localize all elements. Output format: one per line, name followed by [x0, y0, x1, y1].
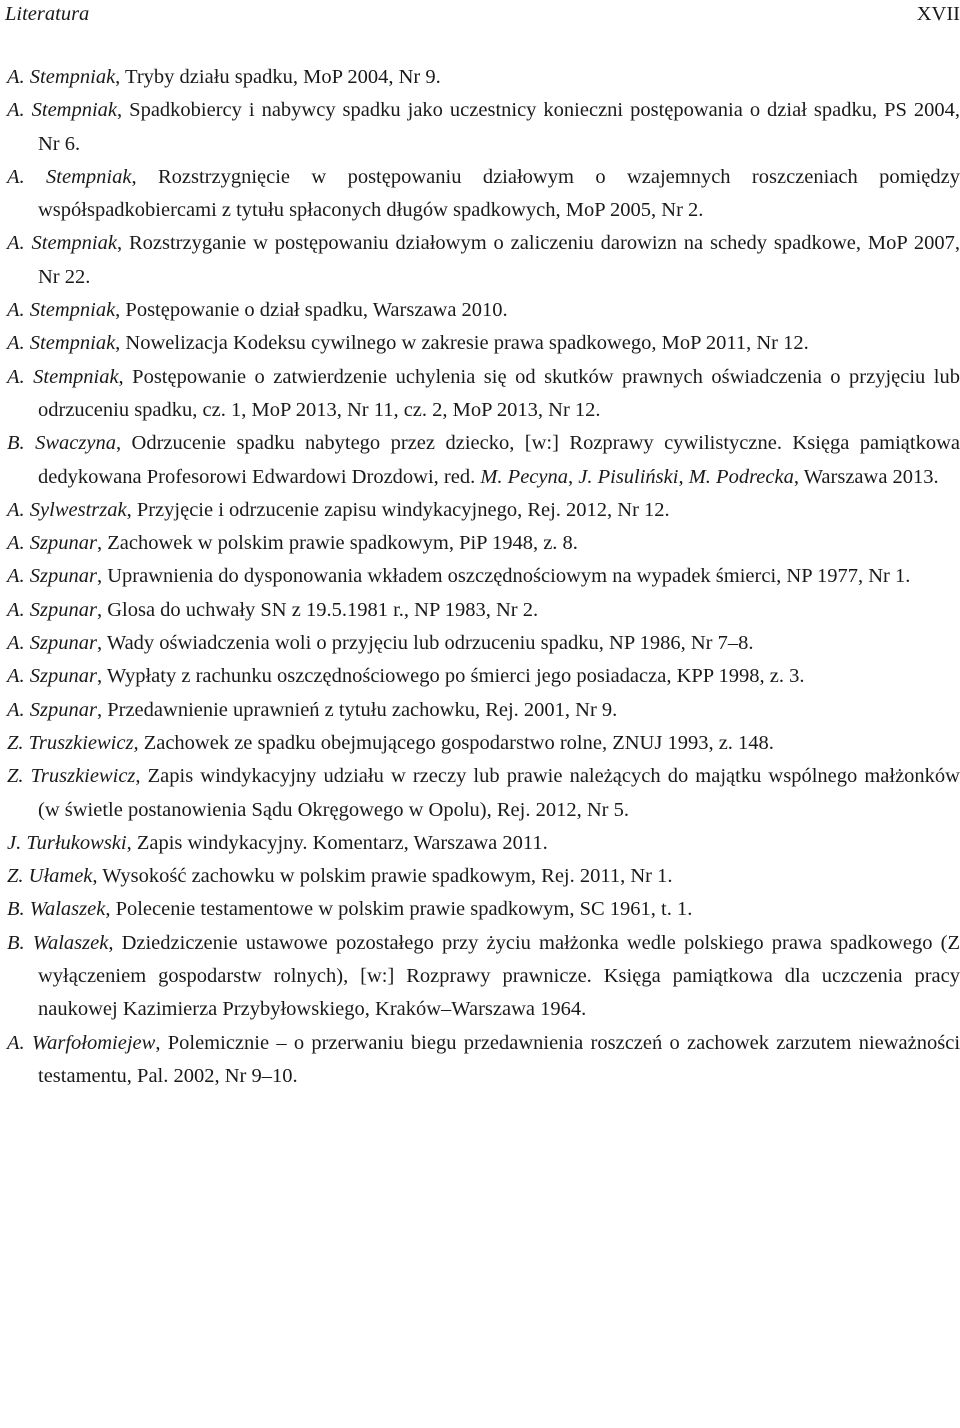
bibliography-entry [0, 61, 960, 94]
entry-author: A. Stempniak [7, 232, 117, 255]
bibliography-entry [0, 361, 960, 428]
entry-author: J. Turłukowski [7, 831, 127, 854]
entry-author: A. Szpunar [7, 665, 97, 688]
entry-text: , Postępowanie o dział spadku, Warszawa 2010. [115, 299, 508, 322]
bibliography-entry [0, 294, 960, 327]
entry-text: , [568, 465, 579, 488]
entry-author: A. Szpunar [7, 632, 97, 655]
entry-text: , Nowelizacja Kodeksu cywilnego w zakresie prawa spadkowego, MoP 2011, Nr 12. [115, 332, 809, 355]
entry-author: A. Stempniak [7, 365, 119, 388]
bibliography-entry [0, 694, 960, 727]
entry-author: J. Pisuliński [578, 465, 679, 488]
entry-author: B. Walaszek [7, 931, 109, 954]
entry-text: , Zapis windykacyjny. Komentarz, Warszawa 2011. [126, 831, 548, 854]
bibliography-entry [0, 560, 960, 593]
entry-author: B. Walaszek [7, 898, 106, 921]
bibliography-entry [0, 727, 960, 760]
bibliography-entry [0, 1027, 960, 1094]
bibliography [0, 45, 960, 1093]
entry-author: A. Warfołomiejew [7, 1031, 156, 1054]
entry-author: A. Sylwestrzak [7, 498, 127, 521]
entry-text: , Polecenie testamentowe w polskim prawie spadkowym, SC 1961, t. 1. [105, 898, 693, 921]
running-head [0, 0, 960, 45]
bibliography-entry [0, 760, 960, 827]
entry-author: A. Szpunar [7, 565, 97, 588]
bibliography-entry [0, 227, 960, 294]
entry-text: , Rozstrzyganie w postępowaniu działowym o zaliczeniu darowizn na schedy spadkowe, MoP 2007, Nr 22. [38, 232, 960, 288]
bibliography-entry [0, 927, 960, 1027]
entry-text: , Wypłaty z rachunku oszczędnościowego po śmierci jego posiadacza, KPP 1998, z. 3. [96, 665, 805, 688]
entry-author: A. Stempniak [7, 165, 132, 188]
bibliography-entry [0, 893, 960, 926]
entry-author: A. Szpunar [7, 598, 97, 621]
bibliography-entry [0, 860, 960, 893]
entry-text: , [678, 465, 689, 488]
bibliography-entry [0, 527, 960, 560]
entry-author: Z. Truszkiewicz, [7, 731, 139, 754]
entry-text: , Zapis windykacyjny udziału w rzeczy lub prawie należących do majątku wspólnego małżonków (w świetle postanowienia Sądu Okręgowego w Opolu), Rej. 2012, Nr 5. [38, 765, 960, 821]
entry-author: B. Swaczyna [7, 432, 116, 455]
entry-text: Zachowek ze spadku obejmującego gospodarstwo rolne, ZNUJ 1993, z. 148. [138, 731, 774, 754]
entry-text: , Przyjęcie i odrzucenie zapisu windykacyjnego, Rej. 2012, Nr 12. [126, 498, 670, 521]
entry-author: M. Podrecka [688, 465, 794, 488]
entry-text: , Glosa do uchwały SN z 19.5.1981 r., NP 1983, Nr 2. [96, 598, 539, 621]
entry-author: M. Pecyna [480, 465, 568, 488]
bibliography-entry [0, 427, 960, 494]
entry-text: , Zachowek w polskim prawie spadkowym, PiP 1948, z. 8. [96, 532, 578, 555]
entry-author: Z. Truszkiewicz [7, 765, 136, 788]
bibliography-list [0, 61, 960, 1093]
entry-text: , Rozstrzygnięcie w postępowaniu działowym o wzajemnych roszczeniach pomiędzy współspadkobiercami z tytułu spłaconych długów spadkowych, MoP 2005, Nr 2. [38, 165, 960, 222]
entry-author: A. Stempniak [7, 332, 116, 355]
bibliography-entry [0, 660, 960, 693]
bibliography-entry [0, 94, 960, 161]
entry-text: , Warszawa 2013. [793, 465, 939, 488]
bibliography-entry [0, 494, 960, 527]
entry-text: , Wysokość zachowku w polskim prawie spadkowym, Rej. 2011, Nr 1. [92, 865, 673, 888]
entry-author: A. Stempniak [7, 66, 116, 88]
entry-text: , Tryby działu spadku, MoP 2004, Nr 9. [115, 66, 441, 88]
entry-text: , Przedawnienie uprawnień z tytułu zachowku, Rej. 2001, Nr 9. [96, 698, 618, 721]
bibliography-entry [0, 827, 960, 860]
entry-text: , Uprawnienia do dysponowania wkładem oszczędnościowym na wypadek śmierci, NP 1977, Nr 1. [96, 565, 911, 588]
entry-author: A. Stempniak [7, 99, 118, 122]
running-head-title: Literatura [5, 3, 90, 25]
entry-author: A. Szpunar [7, 532, 97, 555]
entry-text: , Wady oświadczenia woli o przyjęciu lub odrzuceniu spadku, NP 1986, Nr 7–8. [96, 632, 754, 655]
entry-author: Z. Ułamek [7, 865, 93, 888]
entry-text: , Dziedziczenie ustawowe pozostałego przy życiu małżonka wedle polskiego prawa spadkowego (Z wyłączeniem gospodarstw rolnych), [w:] Rozprawy prawnicze. Księga pamiątkowa dla uczczenia pracy naukowej Kazimierza Przybyłowskiego, Kraków–Warszawa 1964. [38, 931, 960, 1021]
bibliography-entry [0, 627, 960, 660]
entry-text: , Odrzucenie spadku nabytego przez dziecko, [w:] Rozprawy cywilistyczne. Księga pamiątkowa dedykowana Profesorowi Edwardowi Drozdowi, red. [38, 432, 960, 488]
entry-text: , Polemicznie – o przerwaniu biegu przedawnienia roszczeń o zachowek zarzutem nieważności testamentu, Pal. 2002, Nr 9–10. [38, 1031, 960, 1087]
bibliography-entry [0, 594, 960, 627]
entry-text: , Postępowanie o zatwierdzenie uchylenia się od skutków prawnych oświadczenia o przyjęciu lub odrzuceniu spadku, cz. 1, MoP 2013, Nr 11, cz. 2, MoP 2013, Nr 12. [38, 365, 960, 421]
page-number: XVII [916, 3, 960, 25]
entry-text: , Spadkobiercy i nabywcy spadku jako uczestnicy konieczni postępowania o dział spadku, PS 2004, Nr 6. [38, 99, 960, 155]
bibliography-entry [0, 161, 960, 228]
bibliography-entry [0, 327, 960, 360]
entry-author: A. Stempniak [7, 299, 116, 322]
entry-author: A. Szpunar [7, 698, 97, 721]
